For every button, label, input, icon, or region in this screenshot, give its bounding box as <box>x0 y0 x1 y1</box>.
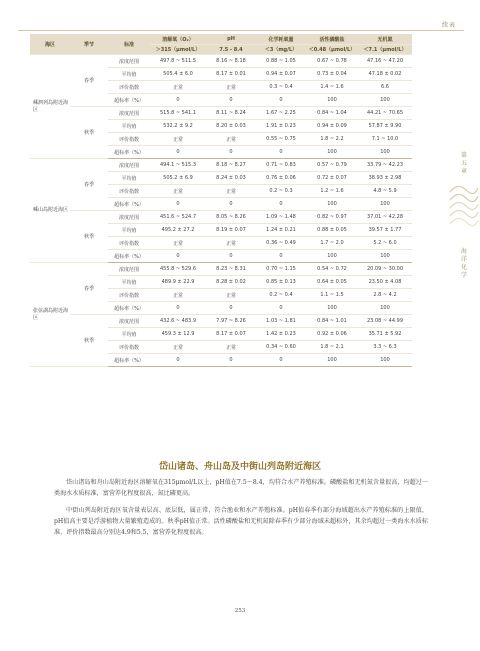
value-cell: 0.88 ~ 1.05 <box>256 55 306 68</box>
value-cell: 0.36 ~ 0.49 <box>256 237 306 250</box>
value-cell: 5.2 ~ 6.0 <box>358 237 412 250</box>
value-cell: 正常 <box>150 185 206 198</box>
table-body <box>30 55 412 367</box>
season-cell: 春季 <box>70 159 108 211</box>
header-rule <box>18 30 464 31</box>
indicator-cell: 评价指数 <box>108 341 150 354</box>
value-cell: 0.85 ± 0.13 <box>256 276 306 289</box>
value-cell: 505.4 ± 6.0 <box>150 68 206 81</box>
value-cell: 0 <box>256 146 306 159</box>
value-cell: 505.2 ± 6.9 <box>150 172 206 185</box>
indicator-cell: 超标率（%） <box>108 250 150 263</box>
value-cell: 0 <box>256 198 306 211</box>
value-cell: 正常 <box>206 289 256 302</box>
header-indicator: 标准 <box>108 34 150 55</box>
value-cell: 0 <box>150 198 206 211</box>
value-cell: 0.2 ~ 0.4 <box>256 289 306 302</box>
area-cell: 嵊泗列岛附近海区 <box>30 55 70 159</box>
value-cell: 35.71 ± 5.92 <box>358 328 412 341</box>
value-cell: 正常 <box>150 81 206 94</box>
value-cell: 8.24 ± 0.03 <box>206 172 256 185</box>
book-label <box>448 248 480 280</box>
value-cell: 2.8 ~ 4.2 <box>358 289 412 302</box>
value-cell: 1.24 ± 0.21 <box>256 224 306 237</box>
value-cell: 0 <box>256 250 306 263</box>
value-cell: 0.3 ~ 0.4 <box>256 81 306 94</box>
value-cell: 0.84 ~ 1.04 <box>306 107 358 120</box>
season-cell: 秋季 <box>70 315 108 367</box>
value-cell: 0.54 ~ 0.72 <box>306 263 358 276</box>
header-col-criterion: ＜0.48（μmol/L） <box>306 45 358 55</box>
value-cell: 100 <box>358 94 412 107</box>
header-col-name: 活性磷酸盐 <box>306 34 358 45</box>
value-cell: 0.92 ± 0.06 <box>306 328 358 341</box>
paragraph: 中街山列岛附近海区氧含量表层高、底层低，属正常，符合渔业和水产养殖标准。pH值春季有部分海域超出水产养殖标准的上限值，pH值高主要是浮游植物大量繁殖造成的。秋季pH值正常。活性磷酸盐和无机氮除春季有少部分海域未超标外，其余均超过一类海水水质标准，评价指数最高分别达4.9和5.5，富营养化程度很高。 <box>54 507 428 536</box>
value-cell: 100 <box>306 354 358 367</box>
value-cell: 1.03 ~ 1.81 <box>256 315 306 328</box>
indicator-cell: 超标率（%） <box>108 354 150 367</box>
paragraph: 岱山诸岛和舟山岛附近海区溶解氧在315μmol/L以上，pH值在7.5～8.4，均符合水产养殖标准。磷酸盐和无机氮含量很高，均超过一类海水水质标准，富营养化程度很高，氮比磷更高。 <box>54 479 428 497</box>
value-cell: 7.97 ~ 8.26 <box>206 315 256 328</box>
value-cell: 100 <box>358 250 412 263</box>
value-cell: 0 <box>150 302 206 315</box>
value-cell: 0 <box>206 198 256 211</box>
value-cell: 8.17 ± 0.07 <box>206 328 256 341</box>
value-cell: 正常 <box>206 341 256 354</box>
value-cell: 8.19 ± 0.07 <box>206 224 256 237</box>
indicator-cell: 评价指数 <box>108 237 150 250</box>
value-cell: 0.82 ~ 0.97 <box>306 211 358 224</box>
book-char: 学 <box>460 272 467 279</box>
table-row <box>30 159 412 172</box>
value-cell: 494.1 ~ 515.3 <box>150 159 206 172</box>
value-cell: 100 <box>306 146 358 159</box>
value-cell: 0.57 ~ 0.79 <box>306 159 358 172</box>
season-cell: 春季 <box>70 263 108 315</box>
value-cell: 8.28 ± 0.02 <box>206 276 256 289</box>
value-cell: 0.94 ± 0.07 <box>256 68 306 81</box>
value-cell: 0.94 ± 0.09 <box>306 120 358 133</box>
indicator-cell: 评价指数 <box>108 289 150 302</box>
value-cell: 1.67 ~ 2.25 <box>256 107 306 120</box>
indicator-cell: 评价指数 <box>108 133 150 146</box>
value-cell: 497.8 ~ 511.5 <box>150 55 206 68</box>
value-cell: 1.8 ~ 2.2 <box>306 133 358 146</box>
table-row <box>30 55 412 68</box>
value-cell: 47.18 ± 0.02 <box>358 68 412 81</box>
value-cell: 正常 <box>206 81 256 94</box>
indicator-cell: 浓度范围 <box>108 159 150 172</box>
value-cell: 0.34 ~ 0.60 <box>256 341 306 354</box>
value-cell: 0 <box>206 302 256 315</box>
value-cell: 正常 <box>150 341 206 354</box>
value-cell: 1.4 ~ 1.6 <box>306 81 358 94</box>
season-cell: 秋季 <box>70 211 108 263</box>
value-cell: 0.73 ± 0.04 <box>306 68 358 81</box>
indicator-cell: 平均值 <box>108 328 150 341</box>
book-char: 洋 <box>460 256 467 263</box>
value-cell: 459.3 ± 12.9 <box>150 328 206 341</box>
value-cell: 455.8 ~ 529.6 <box>150 263 206 276</box>
value-cell: 8.23 ~ 8.31 <box>206 263 256 276</box>
table-row <box>30 315 412 328</box>
indicator-cell: 超标率（%） <box>108 94 150 107</box>
value-cell: 1.8 ~ 2.1 <box>306 341 358 354</box>
value-cell: 0.71 ~ 0.83 <box>256 159 306 172</box>
indicator-cell: 平均值 <box>108 172 150 185</box>
value-cell: 0.88 ± 0.05 <box>306 224 358 237</box>
value-cell: 0 <box>206 250 256 263</box>
value-cell: 1.1 ~ 1.5 <box>306 289 358 302</box>
value-cell: 1.09 ~ 1.48 <box>256 211 306 224</box>
header-col-name: 无机氮 <box>358 34 412 45</box>
value-cell: 8.20 ± 0.03 <box>206 120 256 133</box>
value-cell: 0.67 ~ 0.78 <box>306 55 358 68</box>
value-cell: 1.7 ~ 2.0 <box>306 237 358 250</box>
area-cell: 嵊山岛附近海区 <box>30 159 70 263</box>
header-col-name: 化学耗氧量 <box>256 34 306 45</box>
value-cell: 100 <box>358 354 412 367</box>
indicator-cell: 平均值 <box>108 120 150 133</box>
value-cell: 0 <box>206 94 256 107</box>
value-cell: 0 <box>206 146 256 159</box>
value-cell: 8.18 ~ 8.27 <box>206 159 256 172</box>
value-cell: 8.17 ± 0.01 <box>206 68 256 81</box>
value-cell: 正常 <box>150 133 206 146</box>
value-cell: 100 <box>358 302 412 315</box>
value-cell: 0.55 ~ 0.75 <box>256 133 306 146</box>
value-cell: 44.21 ~ 70.65 <box>358 107 412 120</box>
value-cell: 100 <box>306 250 358 263</box>
value-cell: 0.2 ~ 0.3 <box>256 185 306 198</box>
value-cell: 100 <box>358 146 412 159</box>
value-cell: 20.09 ~ 30.00 <box>358 263 412 276</box>
chapter-label <box>448 152 480 176</box>
header-col-criterion: 7.5 - 8.4 <box>206 45 256 55</box>
indicator-cell: 超标率（%） <box>108 302 150 315</box>
header-area: 海区 <box>30 34 70 55</box>
value-cell: 0 <box>150 94 206 107</box>
value-cell: 0 <box>150 146 206 159</box>
indicator-cell: 评价指数 <box>108 185 150 198</box>
value-cell: 100 <box>306 198 358 211</box>
value-cell: 正常 <box>150 237 206 250</box>
value-cell: 8.11 ~ 8.24 <box>206 107 256 120</box>
value-cell: 532.2 ± 9.2 <box>150 120 206 133</box>
indicator-cell: 评价指数 <box>108 81 150 94</box>
section-title: 岱山诸岛、舟山岛及中街山列岛附近海区 <box>158 462 321 472</box>
indicator-cell: 平均值 <box>108 224 150 237</box>
continued-label: 续表 <box>441 22 456 29</box>
value-cell: 495.2 ± 27.2 <box>150 224 206 237</box>
value-cell: 0.84 ~ 1.01 <box>306 315 358 328</box>
value-cell: 0 <box>206 354 256 367</box>
value-cell: 489.9 ± 22.9 <box>150 276 206 289</box>
table-row <box>30 263 412 276</box>
season-cell: 秋季 <box>70 107 108 159</box>
value-cell: 37.01 ~ 42.28 <box>358 211 412 224</box>
value-cell: 1.42 ± 0.23 <box>256 328 306 341</box>
value-cell: 100 <box>306 94 358 107</box>
value-cell: 0 <box>150 354 206 367</box>
indicator-cell: 浓度范围 <box>108 55 150 68</box>
indicator-cell: 浓度范围 <box>108 263 150 276</box>
value-cell: 0.72 ± 0.07 <box>306 172 358 185</box>
area-cell: 张弦湖岛附近海区 <box>30 263 70 367</box>
value-cell: 0 <box>256 302 306 315</box>
value-cell: 8.16 ~ 8.18 <box>206 55 256 68</box>
value-cell: 1.91 ± 0.23 <box>256 120 306 133</box>
value-cell: 7.1 ~ 10.0 <box>358 133 412 146</box>
value-cell: 6.6 <box>358 81 412 94</box>
value-cell: 100 <box>306 302 358 315</box>
indicator-cell: 浓度范围 <box>108 315 150 328</box>
season-cell: 春季 <box>70 55 108 107</box>
value-cell: 23.50 ± 4.08 <box>358 276 412 289</box>
value-cell: 47.16 ~ 47.20 <box>358 55 412 68</box>
value-cell: 0.70 ~ 1.15 <box>256 263 306 276</box>
value-cell: 0 <box>256 354 306 367</box>
value-cell: 39.57 ± 1.77 <box>358 224 412 237</box>
value-cell: 23.08 ~ 44.99 <box>358 315 412 328</box>
value-cell: 8.05 ~ 8.26 <box>206 211 256 224</box>
value-cell: 0 <box>256 94 306 107</box>
table-row <box>30 211 412 224</box>
value-cell: 3.3 ~ 6.3 <box>358 341 412 354</box>
book-char: 化 <box>460 264 467 271</box>
value-cell: 100 <box>358 198 412 211</box>
header-col-criterion: ＞315（μmol/L） <box>150 45 206 55</box>
book-char: 海 <box>460 248 467 255</box>
value-cell: 0.64 ± 0.05 <box>306 276 358 289</box>
indicator-cell: 浓度范围 <box>108 211 150 224</box>
header-season: 季节 <box>70 34 108 55</box>
header-col-criterion: ＜3（mg/L） <box>256 45 306 55</box>
indicator-cell: 浓度范围 <box>108 107 150 120</box>
value-cell: 正常 <box>206 185 256 198</box>
page-number: 253 <box>234 608 246 614</box>
value-cell: 0 <box>150 250 206 263</box>
value-cell: 正常 <box>206 237 256 250</box>
indicator-cell: 超标率（%） <box>108 146 150 159</box>
value-cell: 57.87 ± 9.90 <box>358 120 412 133</box>
chapter-char: 章 <box>460 168 467 175</box>
indicator-cell: 超标率（%） <box>108 198 150 211</box>
value-cell: 4.8 ~ 5.9 <box>358 185 412 198</box>
value-cell: 38.93 ± 2.98 <box>358 172 412 185</box>
value-cell: 451.6 ~ 524.7 <box>150 211 206 224</box>
value-cell: 1.2 ~ 1.6 <box>306 185 358 198</box>
water-quality-table <box>30 34 412 367</box>
value-cell: 正常 <box>150 289 206 302</box>
header-col-name: pH <box>206 34 256 45</box>
value-cell: 432.6 ~ 483.9 <box>150 315 206 328</box>
value-cell: 515.8 ~ 541.1 <box>150 107 206 120</box>
table-row <box>30 107 412 120</box>
header-col-name: 溶解氧（O₂） <box>150 34 206 45</box>
indicator-cell: 平均值 <box>108 68 150 81</box>
wave-ornament-icon <box>448 178 480 240</box>
chapter-char: 五 <box>460 160 467 167</box>
header-col-criterion: ＜7.1（μmol/L） <box>358 45 412 55</box>
value-cell: 0.76 ± 0.06 <box>256 172 306 185</box>
indicator-cell: 平均值 <box>108 276 150 289</box>
value-cell: 33.79 ~ 42.23 <box>358 159 412 172</box>
chapter-char: 第 <box>460 152 467 159</box>
value-cell: 正常 <box>206 133 256 146</box>
